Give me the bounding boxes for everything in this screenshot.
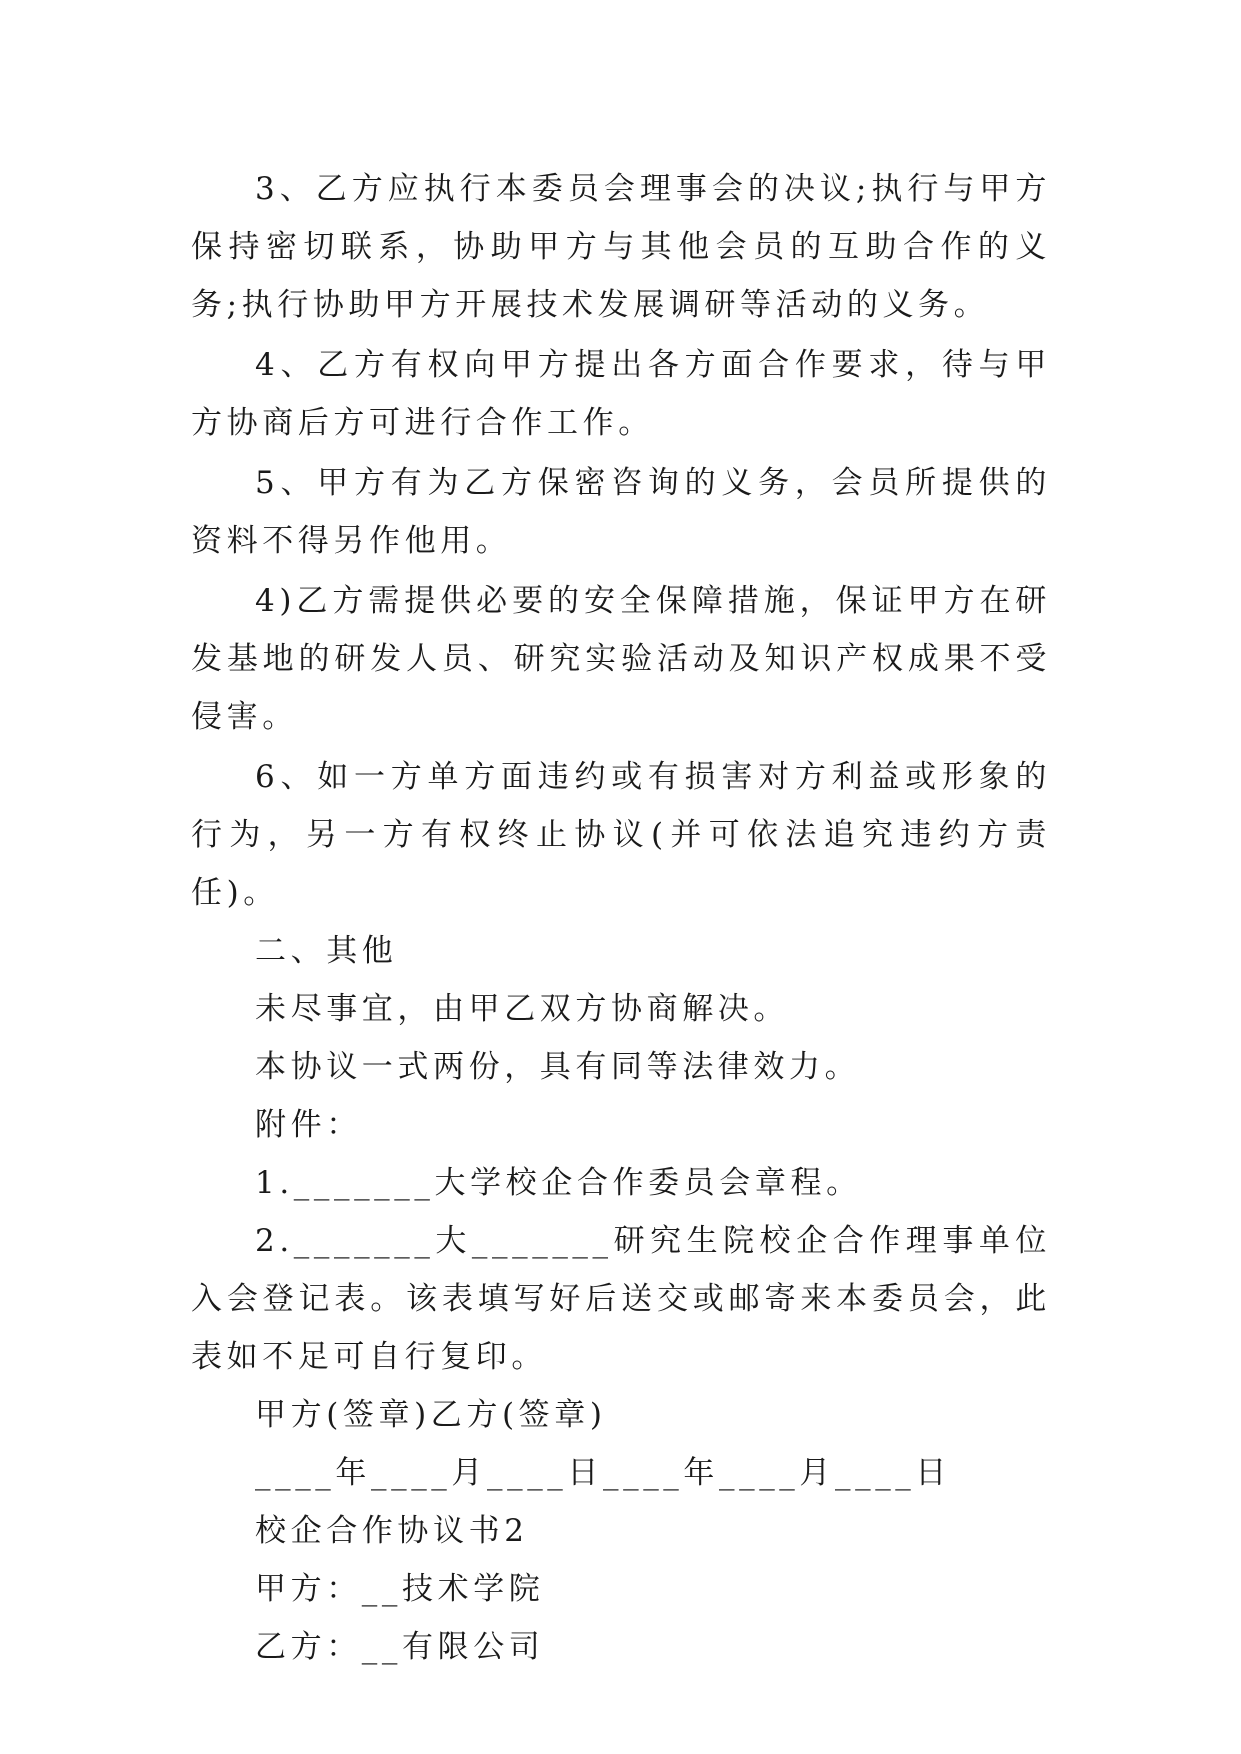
paragraph-clause-3: 3、乙方应执行本委员会理事会的决议;执行与甲方保持密切联系，协助甲方与其他会员的互助合作的义务;执行协助甲方开展技术发展调研等活动的义务。 xyxy=(191,171,1051,323)
attachments-label: 附件： xyxy=(255,1107,362,1143)
document-body xyxy=(191,160,1051,1676)
signature-line: 甲方(签章)乙方(签章) xyxy=(255,1397,607,1433)
paragraph-clause-6: 6、如一方单方面违约或有损害对方利益或形象的行为，另一方有权终止协议(并可依法追究违约方责任)。 xyxy=(191,759,1051,911)
paragraph-unresolved-matters: 未尽事宜，由甲乙双方协商解决。 xyxy=(255,991,789,1027)
paragraph-clause-4-paren: 4)乙方需提供必要的安全保障措施，保证甲方在研发基地的研发人员、研究实验活动及知识产权成果不受侵害。 xyxy=(191,583,1051,735)
paragraph-clause-5: 5、甲方有为乙方保密咨询的义务，会员所提供的资料不得另作他用。 xyxy=(191,465,1051,559)
paragraph-clause-4: 4、乙方有权向甲方提出各方面合作要求，待与甲方协商后方可进行合作工作。 xyxy=(191,347,1051,441)
attachment-item-1: 1._______大学校企合作委员会章程。 xyxy=(255,1165,862,1201)
attachment-item-2: 2._______大_______研究生院校企合作理事单位入会登记表。该表填写好后送交或邮寄来本委员会，此表如不足可自行复印。 xyxy=(191,1223,1051,1375)
party-b-line: 乙方：__有限公司 xyxy=(255,1629,545,1665)
next-agreement-title: 校企合作协议书2 xyxy=(255,1513,529,1549)
date-line: ____年____月____日____年____月____日 xyxy=(255,1455,951,1491)
section-heading-other: 二、其他 xyxy=(255,933,398,969)
party-a-line: 甲方：__技术学院 xyxy=(255,1571,545,1607)
paragraph-copies: 本协议一式两份，具有同等法律效力。 xyxy=(255,1049,861,1085)
